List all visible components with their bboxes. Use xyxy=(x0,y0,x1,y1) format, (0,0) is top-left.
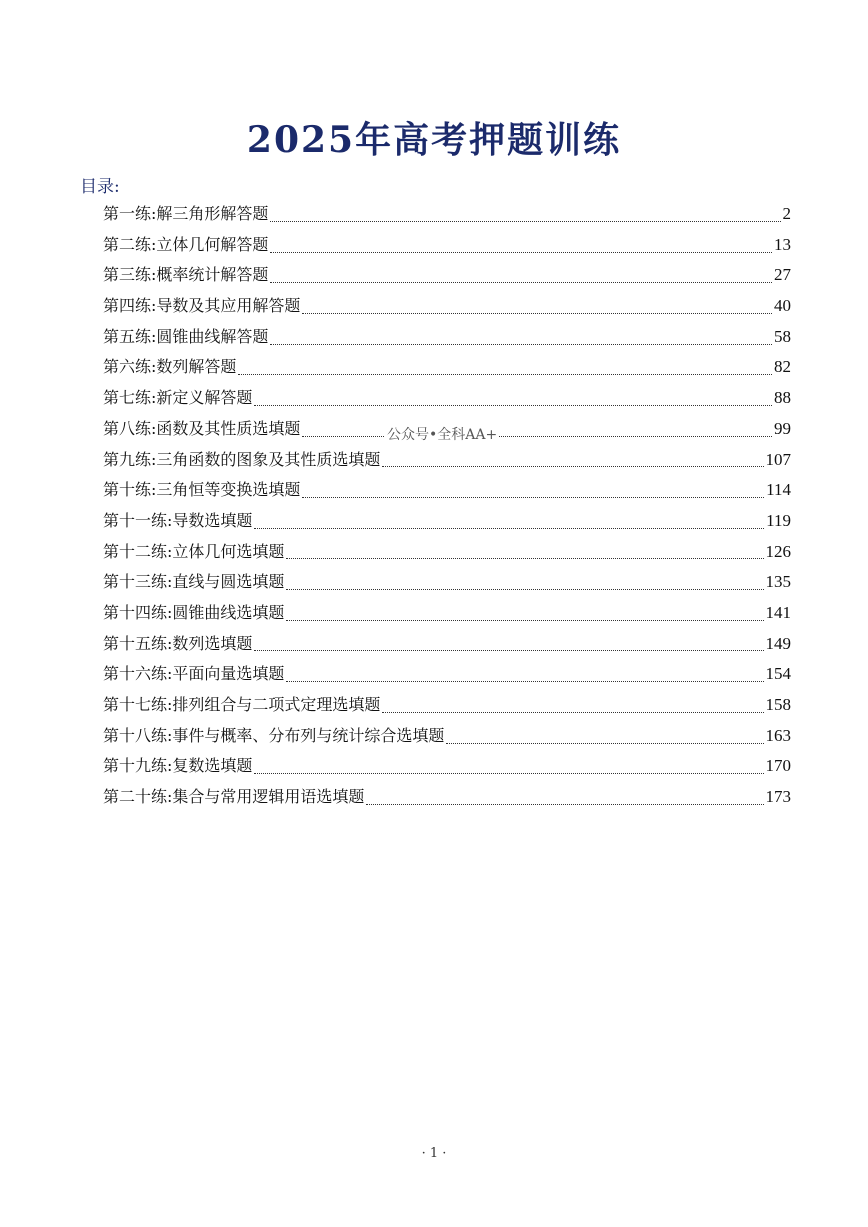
toc-entry-label: 第十五练:数列选填题 xyxy=(103,633,253,653)
dot-leader xyxy=(286,589,763,590)
toc-entry-page: 173 xyxy=(765,787,791,807)
toc-entry-label: 第十一练:导数选填题 xyxy=(103,510,253,530)
document-title: 2025年高考押题训练 xyxy=(246,119,622,161)
page-number: · 1 · xyxy=(421,1146,447,1161)
toc-entry-label: 第十八练:事件与概率、分布列与统计综合选填题 xyxy=(103,725,445,745)
toc-entry-label: 第四练:导数及其应用解答题 xyxy=(103,296,301,316)
toc-entry[interactable] xyxy=(103,782,791,813)
dot-leader xyxy=(254,650,763,651)
toc-entry[interactable] xyxy=(103,537,791,568)
watermark: 公众号•全科AA+ xyxy=(385,424,499,444)
toc-entry-label: 第十六练:平面向量选填题 xyxy=(103,664,285,684)
toc-entry-label: 第十七练:排列组合与二项式定理选填题 xyxy=(103,695,381,714)
toc-entry-page: 99 xyxy=(774,418,791,438)
toc-entry-label: 第五练:圆锥曲线解答题 xyxy=(103,326,269,346)
dot-leader xyxy=(382,466,763,467)
toc-entry[interactable] xyxy=(103,230,791,261)
toc-entry[interactable] xyxy=(103,721,791,752)
dot-leader xyxy=(254,773,763,774)
toc-entry-page: 58 xyxy=(774,326,791,346)
toc-entry-page: 2 xyxy=(782,204,791,223)
table-of-contents xyxy=(103,199,791,813)
toc-entry-page: 170 xyxy=(765,756,791,776)
toc-entry-page: 88 xyxy=(774,388,791,408)
dot-leader xyxy=(270,252,772,253)
toc-entry[interactable] xyxy=(103,322,791,353)
dot-leader xyxy=(446,743,763,744)
toc-entry-page: 158 xyxy=(765,695,791,714)
toc-entry-page: 27 xyxy=(774,265,791,285)
toc-entry[interactable] xyxy=(103,506,791,537)
toc-entry-label: 第八练:函数及其性质选填题 xyxy=(103,418,301,438)
toc-entry[interactable] xyxy=(103,751,791,782)
toc-entry[interactable] xyxy=(103,199,791,230)
toc-entry-label: 第十二练:立体几何选填题 xyxy=(103,541,285,561)
toc-entry-label: 第十九练:复数选填题 xyxy=(103,756,253,776)
dot-leader xyxy=(270,282,772,283)
toc-entry-label: 第一练:解三角形解答题 xyxy=(103,204,269,223)
toc-entry[interactable] xyxy=(103,291,791,322)
dot-leader xyxy=(286,620,763,621)
dot-leader xyxy=(270,221,780,222)
toc-entry-label: 第七练:新定义解答题 xyxy=(103,388,253,408)
toc-heading: 目录: xyxy=(80,177,120,197)
toc-entry-label: 第九练:三角函数的图象及其性质选填题 xyxy=(103,449,381,469)
toc-entry-page: 107 xyxy=(765,449,791,469)
toc-entry-label: 第三练:概率统计解答题 xyxy=(103,265,269,285)
dot-leader xyxy=(382,712,763,713)
dot-leader xyxy=(366,804,763,805)
toc-entry-page: 149 xyxy=(765,633,791,653)
dot-leader xyxy=(254,405,772,406)
dot-leader xyxy=(286,681,763,682)
toc-entry-page: 154 xyxy=(765,664,791,684)
dot-leader xyxy=(254,528,764,529)
toc-entry-label: 第二练:立体几何解答题 xyxy=(103,234,269,254)
toc-entry-label: 第十三练:直线与圆选填题 xyxy=(103,572,285,592)
toc-entry-page: 13 xyxy=(774,234,791,254)
dot-leader xyxy=(302,497,764,498)
toc-entry-label: 第六练:数列解答题 xyxy=(103,357,237,377)
toc-entry[interactable] xyxy=(103,260,791,291)
toc-entry-page: 82 xyxy=(774,357,791,377)
dot-leader xyxy=(286,558,763,559)
toc-entry[interactable] xyxy=(103,475,791,506)
toc-entry[interactable] xyxy=(103,567,791,598)
dot-leader xyxy=(302,313,772,314)
dot-leader xyxy=(270,344,772,345)
toc-entry-label: 第十练:三角恒等变换选填题 xyxy=(103,480,301,500)
toc-entry-page: 119 xyxy=(766,510,791,530)
toc-entry[interactable] xyxy=(103,690,791,721)
toc-entry-page: 141 xyxy=(765,602,791,622)
toc-entry[interactable] xyxy=(103,383,791,414)
dot-leader xyxy=(302,436,772,437)
toc-entry-label: 第十四练:圆锥曲线选填题 xyxy=(103,602,285,622)
toc-entry[interactable] xyxy=(103,352,791,383)
toc-entry-page: 163 xyxy=(765,725,791,745)
toc-entry-page: 126 xyxy=(765,541,791,561)
toc-entry-page: 40 xyxy=(774,296,791,316)
toc-entry[interactable] xyxy=(103,659,791,690)
toc-entry[interactable] xyxy=(103,598,791,629)
toc-entry[interactable] xyxy=(103,629,791,660)
toc-entry-page: 135 xyxy=(765,572,791,592)
toc-entry-page: 114 xyxy=(766,480,791,500)
toc-entry[interactable] xyxy=(103,445,791,476)
dot-leader xyxy=(238,374,772,375)
toc-entry-label: 第二十练:集合与常用逻辑用语选填题 xyxy=(103,787,365,807)
